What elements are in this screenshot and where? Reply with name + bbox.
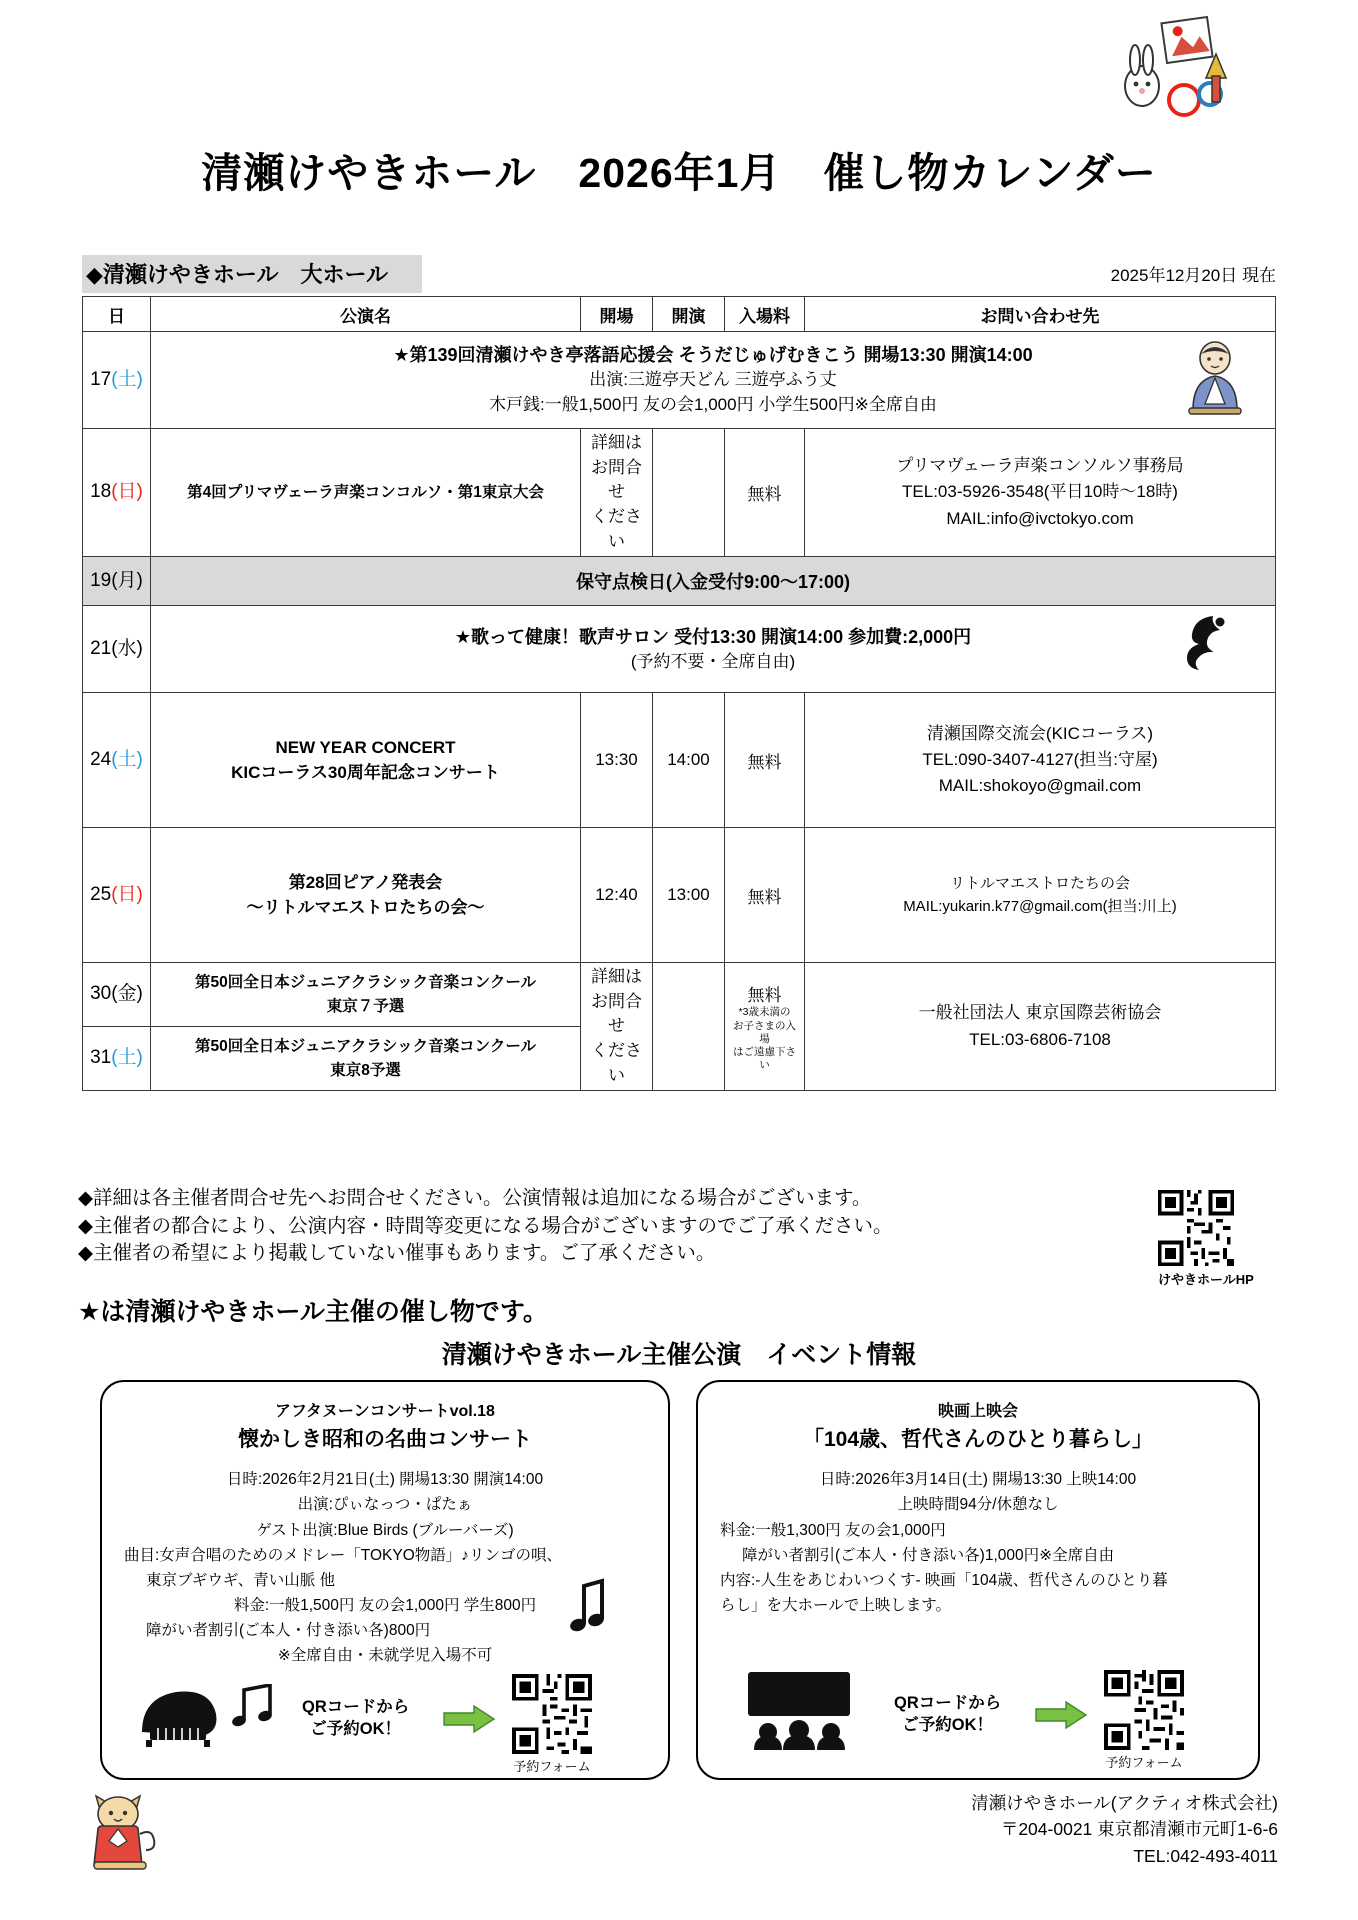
row-day-19 — [83, 557, 151, 606]
venue-bar-row — [82, 255, 1276, 289]
day-of-week: (日) — [111, 883, 143, 905]
left-body-line-1: 日時:2026年2月21日(土) 開場13:30 開演14:00 — [226, 1471, 544, 1489]
row-21-line-2: (予約不要・全席自由) — [630, 651, 796, 671]
col-contact: お問い合わせ先 — [805, 297, 1276, 332]
row-24-open: 13:30 — [581, 693, 653, 828]
left-body-line-3: ゲスト出演:Blue Birds (ブルーバーズ) — [256, 1521, 514, 1539]
row-day-24 — [83, 693, 151, 828]
merged-contact — [805, 963, 1276, 1091]
notes-block — [78, 1185, 893, 1268]
row-day-18 — [83, 429, 151, 557]
row-25-start: 13:00 — [653, 828, 725, 963]
row-24-contact-line-3: MAIL:shokoyo@gmail.com — [938, 776, 1142, 796]
row-24-contact-line-1: 清瀬国際交流会(KICコーラス) — [926, 723, 1154, 743]
row-18-open-line-2: ください — [591, 506, 642, 551]
col-day: 日 — [83, 297, 151, 332]
merged-fee-value: 無料 — [747, 986, 782, 1006]
singer-silhouette-icon — [1173, 610, 1235, 680]
day-of-week: (水) — [111, 637, 143, 659]
right-event-body — [698, 1467, 1258, 1618]
row-day-30 — [83, 963, 151, 1027]
events-section-heading: 清瀬けやきホール主催公演 イベント情報 — [441, 1341, 917, 1369]
row-18-fee: 無料 — [725, 429, 805, 557]
right-body-line-3: 料金:一般1,300円 友の会1,000円 — [720, 1521, 946, 1539]
footer-contact — [971, 1790, 1278, 1869]
left-reservation-qr-block[interactable] — [512, 1674, 592, 1775]
right-qr-instruction — [894, 1692, 1001, 1737]
event-box-film-screening — [696, 1380, 1260, 1780]
row-31-title — [151, 1027, 581, 1091]
row-25-title-line-2: ～リトルマエストロたちの会～ — [246, 898, 485, 918]
row-24-start: 14:00 — [653, 693, 725, 828]
row-21-line-1: ★歌って健康！歌声サロン 受付13:30 開演14:00 参加費:2,000円 — [454, 626, 972, 647]
hall-hp-qr-label: けやきホールHP — [1158, 1272, 1254, 1287]
row-day-25 — [83, 828, 151, 963]
note-line-2: ◆主催者の都合により、公演内容・時間等変更になる場合がございますのでご了承ください。 — [78, 1214, 893, 1237]
row-30-title-line-1: 第50回全日本ジュニアクラシック音楽コンクール — [194, 973, 537, 991]
row-17-line-3: 木戸銭:一般1,500円 友の会1,000円 小学生500円※全席自由 — [489, 395, 937, 415]
merged-fee-note — [728, 1006, 801, 1072]
row-18-contact-line-2: TEL:03-5926-3548(平日10時～18時) — [902, 482, 1178, 502]
day-of-week: (土) — [111, 1047, 143, 1069]
row-18-title — [151, 429, 581, 557]
table-row — [83, 606, 1276, 693]
as-of-date: 2025年12月20日 現在 — [1110, 266, 1276, 285]
left-event-title: 懐かしき昭和の名曲コンサート — [238, 1428, 532, 1451]
row-25-contact — [805, 828, 1276, 963]
left-body-line-8: ※全席自由・未就学児入場不可 — [277, 1647, 493, 1665]
merged-fee — [725, 963, 805, 1091]
merged-open — [581, 963, 653, 1091]
table-row — [83, 828, 1276, 963]
merged-contact-line-1: 一般社団法人 東京国際芸術協会 — [918, 1003, 1162, 1023]
col-fee: 入場料 — [725, 297, 805, 332]
left-body-line-6: 料金:一般1,500円 友の会1,000円 学生800円 — [233, 1596, 537, 1614]
day-number: 18 — [90, 481, 112, 503]
row-24-fee: 無料 — [725, 693, 805, 828]
left-qr-text-line-1: QRコードから — [302, 1698, 410, 1716]
right-event-title: 「104歳、哲代さんのひとり暮らし」 — [802, 1428, 1154, 1451]
right-qr-label: 予約フォーム — [1105, 1755, 1183, 1770]
row-30-title-line-2: 東京７予選 — [326, 997, 405, 1015]
day-of-week: (土) — [111, 748, 143, 770]
merged-open-line-2: ください — [591, 1041, 642, 1085]
merged-fee-note-line-2: お子さまの入場 — [733, 1019, 796, 1045]
row-day-31 — [83, 1027, 151, 1091]
day-number: 31 — [90, 1047, 112, 1069]
row-18-contact-line-1: プリマヴェーラ声楽コンソルソ事務局 — [896, 456, 1184, 476]
left-reservation-qr-code[interactable] — [512, 1674, 592, 1754]
note-line-1: ◆詳細は各主催者問合せ先へお問合せください。公演情報は追加になる場合がございます。 — [78, 1187, 872, 1209]
table-row — [83, 429, 1276, 557]
page-title: 清瀬けやきホール 2026年1月 催し物カレンダー — [201, 150, 1157, 196]
merged-contact-line-2: TEL:03-6806-7108 — [969, 1029, 1111, 1049]
day-number: 30 — [90, 983, 112, 1005]
note-line-3: ◆主催者の希望により掲載していない催事もあります。ご了承ください。 — [78, 1242, 716, 1265]
col-title: 公演名 — [151, 297, 581, 332]
row-25-contact-line-2: MAIL:yukarin.k77@gmail.com(担当:川上) — [903, 898, 1177, 916]
row-18-start — [653, 429, 725, 557]
star-legend: ★は清瀬けやきホール主催の催し物です。 — [78, 1298, 548, 1326]
row-24-title-line-1: NEW YEAR CONCERT — [275, 737, 456, 757]
cat-mascot-illustration — [78, 1782, 162, 1872]
row-30-title — [151, 963, 581, 1027]
row-19-maintenance-text: 保守点検日(入金受付9:00～17:00) — [151, 557, 1276, 606]
row-18-contact-line-3: MAIL:info@ivctokyo.com — [946, 508, 1134, 528]
row-content-17 — [151, 332, 1276, 429]
row-18-title-line-1: 第4回プリマヴェーラ声楽コンコルソ・第1東京大会 — [187, 483, 544, 501]
row-25-contact-line-1: リトルマエストロたちの会 — [949, 874, 1130, 892]
row-18-contact — [805, 429, 1276, 557]
row-25-title — [151, 828, 581, 963]
day-of-week: (日) — [111, 481, 143, 503]
day-number: 19 — [90, 569, 112, 591]
row-17-line-1: ★第139回清瀬けやき亭落語応援会 そうだじゅげむきこう 開場13:30 開演14:00 — [393, 345, 1033, 366]
venue-bar: ◆清瀬けやきホール 大ホール — [82, 255, 422, 293]
table-header-row — [83, 297, 1276, 332]
table-row — [83, 557, 1276, 606]
row-24-title-line-2: KICコーラス30周年記念コンサート — [231, 763, 500, 783]
row-18-open — [581, 429, 653, 557]
row-31-title-line-1: 第50回全日本ジュニアクラシック音楽コンクール — [194, 1037, 537, 1055]
hall-hp-qr-code[interactable] — [1158, 1190, 1254, 1266]
col-start: 開演 — [653, 297, 725, 332]
day-of-week: (土) — [111, 368, 143, 390]
row-24-title — [151, 693, 581, 828]
right-body-line-5: 内容:-人生をあじわいつくす- 映画「104歳、哲代さんのひとり暮 — [720, 1571, 1168, 1589]
merged-fee-note-line-3: はご遠慮下さい — [733, 1045, 796, 1071]
rakugo-performer-icon — [1181, 338, 1249, 426]
double-note-icon — [230, 1684, 282, 1737]
event-box-afternoon-concert — [100, 1380, 670, 1780]
right-event-superline: 映画上映会 — [937, 1403, 1018, 1420]
new-year-illustration — [1120, 14, 1240, 124]
left-body-line-7: 障がい者割引(ご本人・付き添い各)800円 — [146, 1621, 431, 1639]
day-of-week: (金) — [111, 983, 143, 1005]
right-body-line-6: らし」を大ホールで上映します。 — [720, 1596, 951, 1614]
day-number: 25 — [90, 883, 112, 905]
left-arrow-icon — [442, 1704, 496, 1739]
row-25-open: 12:40 — [581, 828, 653, 963]
cinema-audience-icon — [744, 1670, 854, 1755]
right-body-line-4: 障がい者割引(ご本人・付き添い各)1,000円※全席自由 — [742, 1546, 1115, 1564]
right-body-line-1: 日時:2026年3月14日(土) 開場13:30 上映14:00 — [819, 1471, 1137, 1489]
col-open: 開場 — [581, 297, 653, 332]
left-body-line-4: 曲目:女声合唱のためのメドレー「TOKYO物語」♪リンゴの唄、 — [124, 1546, 563, 1564]
footer-line-2: 〒204-0021 東京都清瀬市元町1-6-6 — [1000, 1819, 1278, 1840]
row-31-title-line-2: 東京8予選 — [330, 1061, 401, 1079]
merged-open-line-1: 詳細はお問合せ — [591, 967, 642, 1036]
events-table — [82, 296, 1276, 1091]
right-qr-text-line-2: ご予約OK！ — [902, 1716, 993, 1735]
row-18-open-line-1: 詳細はお問合せ — [591, 433, 642, 502]
table-row — [83, 332, 1276, 429]
footer-line-3: TEL:042-493-4011 — [1133, 1845, 1278, 1866]
row-24-contact — [805, 693, 1276, 828]
footer-line-1: 清瀬けやきホール(アクティオ株式会社) — [971, 1793, 1278, 1813]
merged-start — [653, 963, 725, 1091]
left-qr-label: 予約フォーム — [513, 1759, 591, 1774]
right-body-line-2: 上映時間94分/休憩なし — [897, 1496, 1059, 1514]
right-reservation-qr-code[interactable] — [1104, 1670, 1184, 1750]
left-body-line-5: 東京ブギウギ、青い山脈 他 — [146, 1571, 336, 1589]
table-row — [83, 963, 1276, 1027]
row-day-17 — [83, 332, 151, 429]
left-qr-instruction — [302, 1696, 409, 1741]
music-note-icon — [570, 1578, 610, 1641]
day-number: 21 — [90, 637, 112, 659]
day-number: 24 — [90, 748, 112, 770]
left-event-superline: アフタヌーンコンサートvol.18 — [275, 1403, 495, 1420]
hall-hp-qr-block[interactable] — [1158, 1190, 1254, 1288]
right-reservation-qr-block[interactable] — [1104, 1670, 1184, 1771]
table-row — [83, 693, 1276, 828]
day-number: 17 — [90, 368, 112, 390]
left-qr-text-line-2: ご予約OK！ — [310, 1720, 401, 1739]
row-content-21 — [151, 606, 1276, 693]
row-25-title-line-1: 第28回ピアノ発表会 — [288, 872, 443, 892]
row-day-21 — [83, 606, 151, 693]
right-arrow-icon — [1034, 1700, 1088, 1735]
merged-fee-note-line-1: *3歳未満の — [738, 1006, 791, 1019]
right-qr-text-line-1: QRコードから — [894, 1694, 1002, 1712]
events-boxes — [100, 1380, 1260, 1780]
row-24-contact-line-2: TEL:090-3407-4127(担当:守屋) — [922, 750, 1158, 770]
day-of-week: (月) — [111, 569, 143, 591]
piano-icon — [136, 1678, 222, 1753]
left-body-line-2: 出演:ぴぃなっつ・ぱたぁ — [297, 1496, 473, 1514]
row-17-line-2: 出演:三遊亭天どん 三遊亭ふう丈 — [589, 370, 837, 390]
row-25-fee: 無料 — [725, 828, 805, 963]
